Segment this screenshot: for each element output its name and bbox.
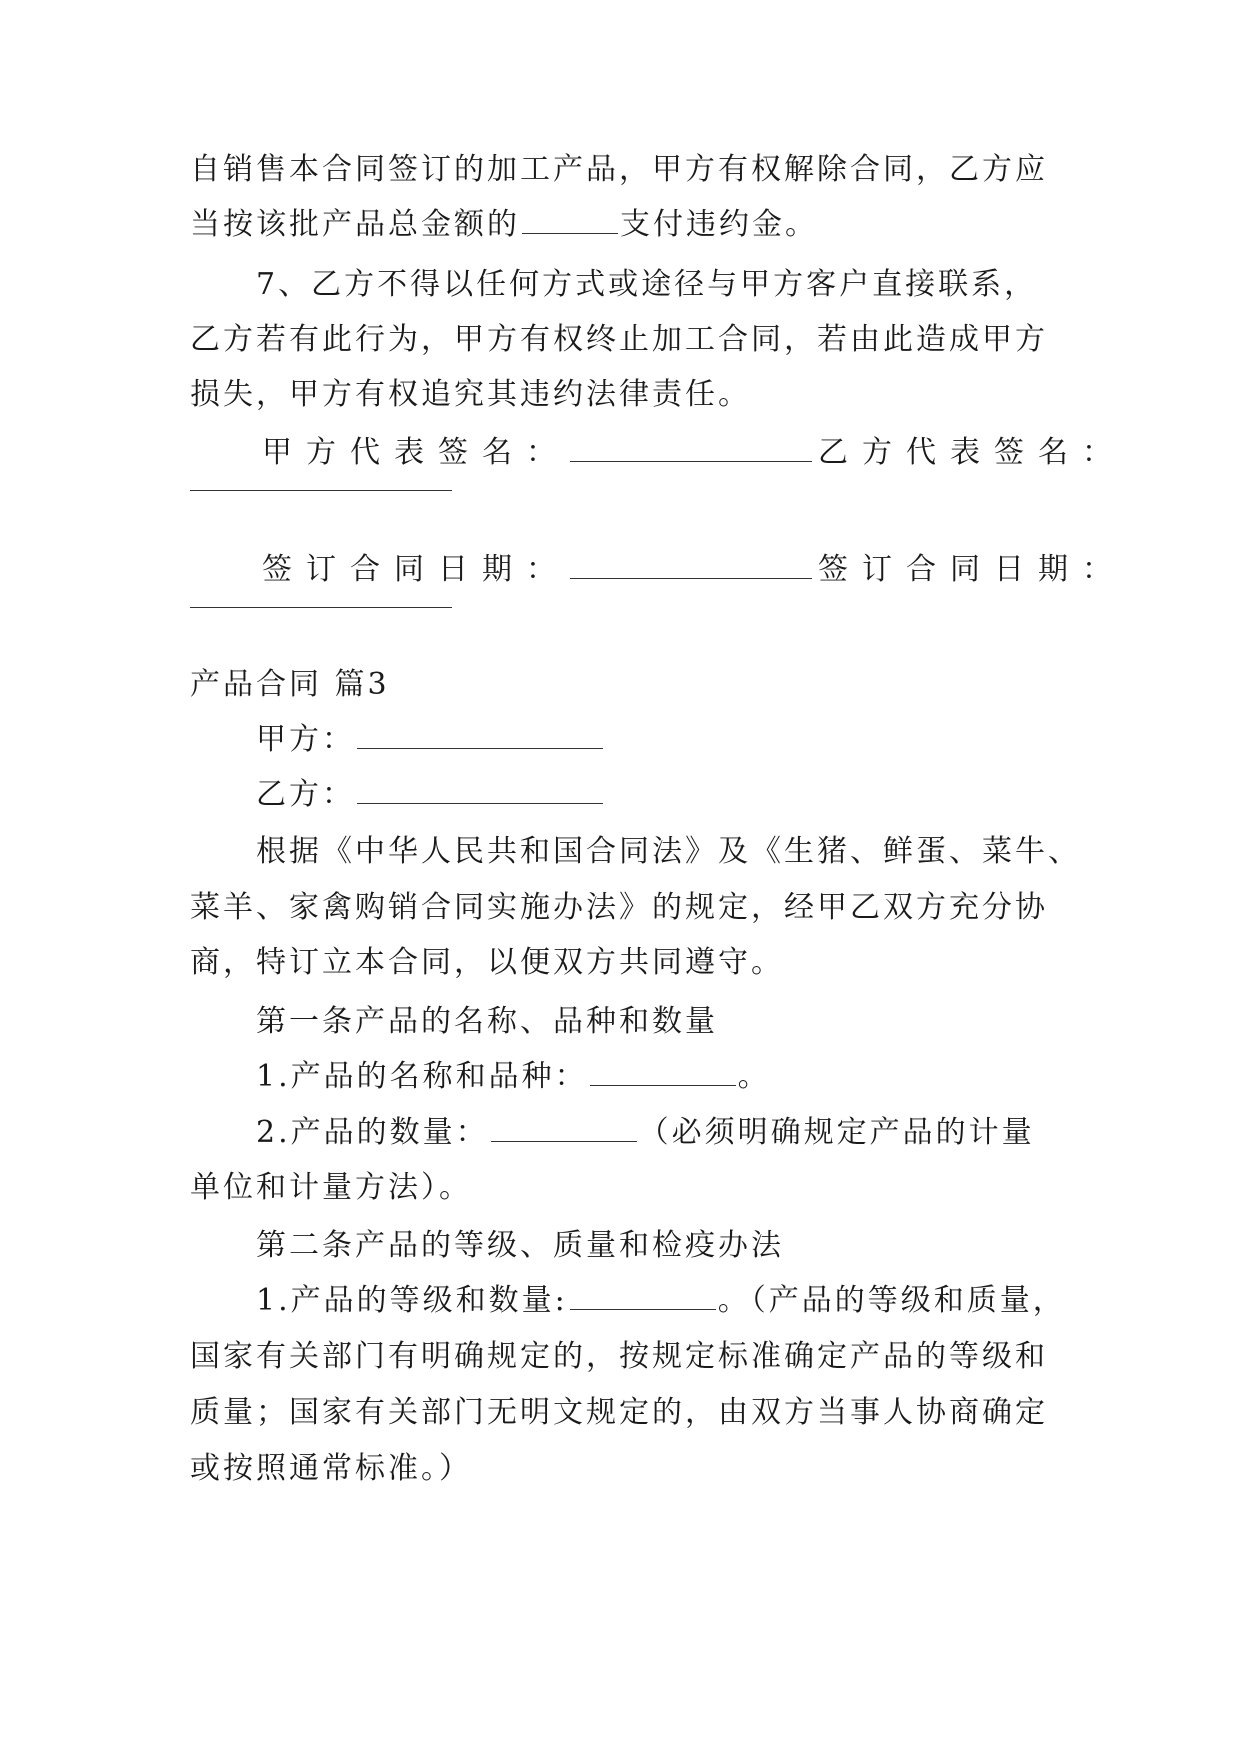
date-line	[262, 550, 1126, 590]
text-span: 。（产品的等级和质量，	[717, 1283, 1066, 1318]
text-line	[190, 205, 818, 245]
text-line: 菜羊、家禽购销合同实施办法》的规定，经甲乙双方充分协	[190, 890, 1048, 925]
text-line: 商，特订立本合同，以便双方共同遵守。	[190, 945, 784, 980]
text-span: 1.产品的名称和品种：	[256, 1059, 588, 1094]
text-span: （必须明确规定产品的计量	[638, 1115, 1035, 1150]
party-a-blank	[357, 722, 603, 749]
party-b-blank	[357, 777, 603, 804]
blank-field	[570, 1283, 716, 1310]
text-line: 7、乙方不得以任何方式或途径与甲方客户直接联系，	[256, 267, 1038, 302]
text-line: 或按照通常标准。）	[190, 1451, 472, 1486]
text-line: 质量；国家有关部门无明文规定的，由双方当事人协商确定	[190, 1395, 1048, 1430]
text-span: 1.产品的等级和数量:	[256, 1283, 568, 1318]
party-b-line	[256, 775, 605, 815]
text-line: 国家有关部门有明确规定的，按规定标准确定产品的等级和	[190, 1339, 1048, 1374]
sig-a-blank	[570, 435, 812, 462]
text-line: 自销售本合同签订的加工产品，甲方有权解除合同，乙方应	[190, 152, 1048, 187]
sig-b-blank	[190, 490, 452, 491]
party-b-label: 乙方：	[256, 777, 355, 812]
section-title: 产品合同 篇3	[190, 667, 390, 702]
text-line: 根据《中华人民共和国合同法》及《生猪、鲜蛋、菜牛、	[256, 834, 1081, 869]
date-b-label: 签订合同日期：	[818, 552, 1126, 587]
signature-line	[262, 433, 1126, 473]
text-line: 乙方若有此行为，甲方有权终止加工合同，若由此造成甲方	[190, 322, 1048, 357]
blank-field	[491, 1115, 637, 1142]
text-span: 。	[737, 1059, 771, 1094]
text-span: 2.产品的数量：	[256, 1115, 489, 1150]
text-line	[256, 1281, 1066, 1321]
text-span: 支付违约金。	[620, 207, 818, 242]
party-a-line	[256, 720, 605, 760]
date-b-blank	[190, 607, 452, 608]
blank-field	[590, 1059, 736, 1086]
date-a-blank	[570, 552, 812, 579]
article-heading: 第一条产品的名称、品种和数量	[256, 1004, 718, 1039]
blank-field	[522, 207, 618, 234]
text-line: 单位和计量方法）。	[190, 1170, 472, 1205]
article-heading: 第二条产品的等级、质量和检疫办法	[256, 1228, 784, 1263]
date-a-label: 签订合同日期：	[262, 552, 570, 587]
party-a-label: 甲方：	[256, 722, 355, 757]
text-line: 损失，甲方有权追究其违约法律责任。	[190, 377, 751, 412]
text-line	[256, 1113, 1035, 1153]
text-span: 当按该批产品总金额的	[190, 207, 520, 242]
text-line	[256, 1057, 771, 1097]
sig-a-label: 甲方代表签名：	[262, 435, 570, 470]
sig-b-label: 乙方代表签名：	[818, 435, 1126, 470]
